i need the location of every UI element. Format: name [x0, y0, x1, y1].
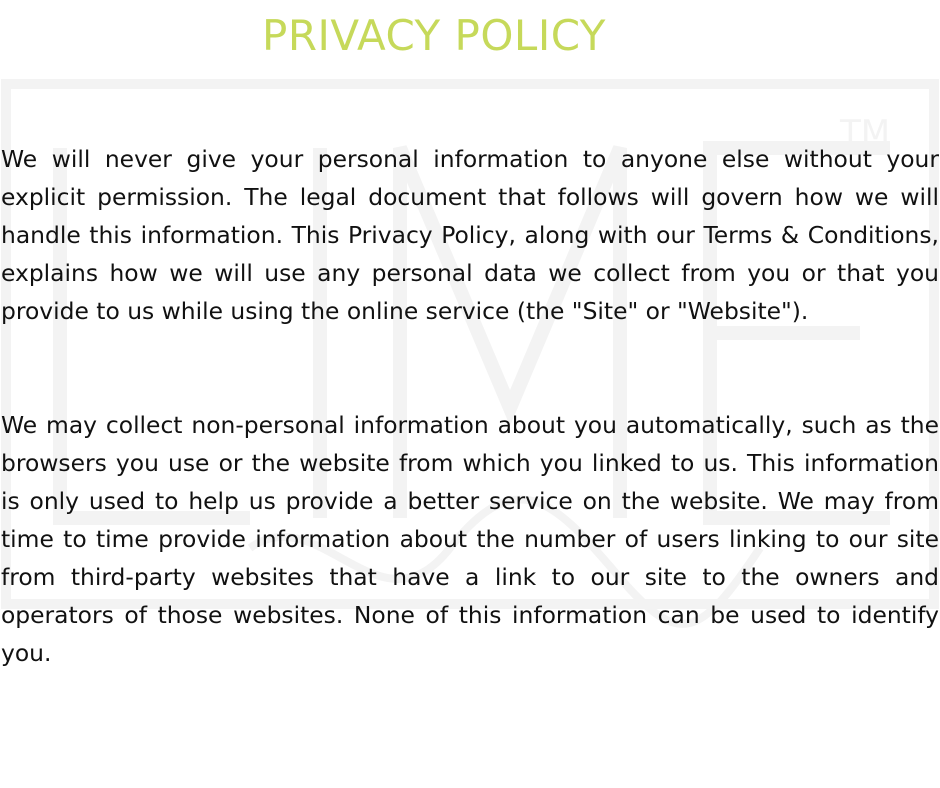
- policy-paragraph-1: We will never give your personal information to anyone else without your explicit permission. The legal document that follows will govern how we will handle this information. This Privacy Policy, along with our Terms & Conditions, explains how we will use any personal data we collect from you or that you provide to us while using the online service (the "Site" or "Website").: [1, 145, 939, 325]
- page-title: PRIVACY POLICY: [262, 11, 606, 60]
- policy-body: [1, 140, 939, 672]
- watermark-trademark: TM: [840, 113, 891, 153]
- policy-paragraph-2: We may collect non-personal information about you automatically, such as the browsers you use or the website from which you linked to us. This information is only used to help us provide a better service on the website. We may from time to time provide information about the number of users linking to our site from third-party websites that have a link to our site to the owners and operators of those websites. None of this information can be used to identify you.: [1, 411, 939, 667]
